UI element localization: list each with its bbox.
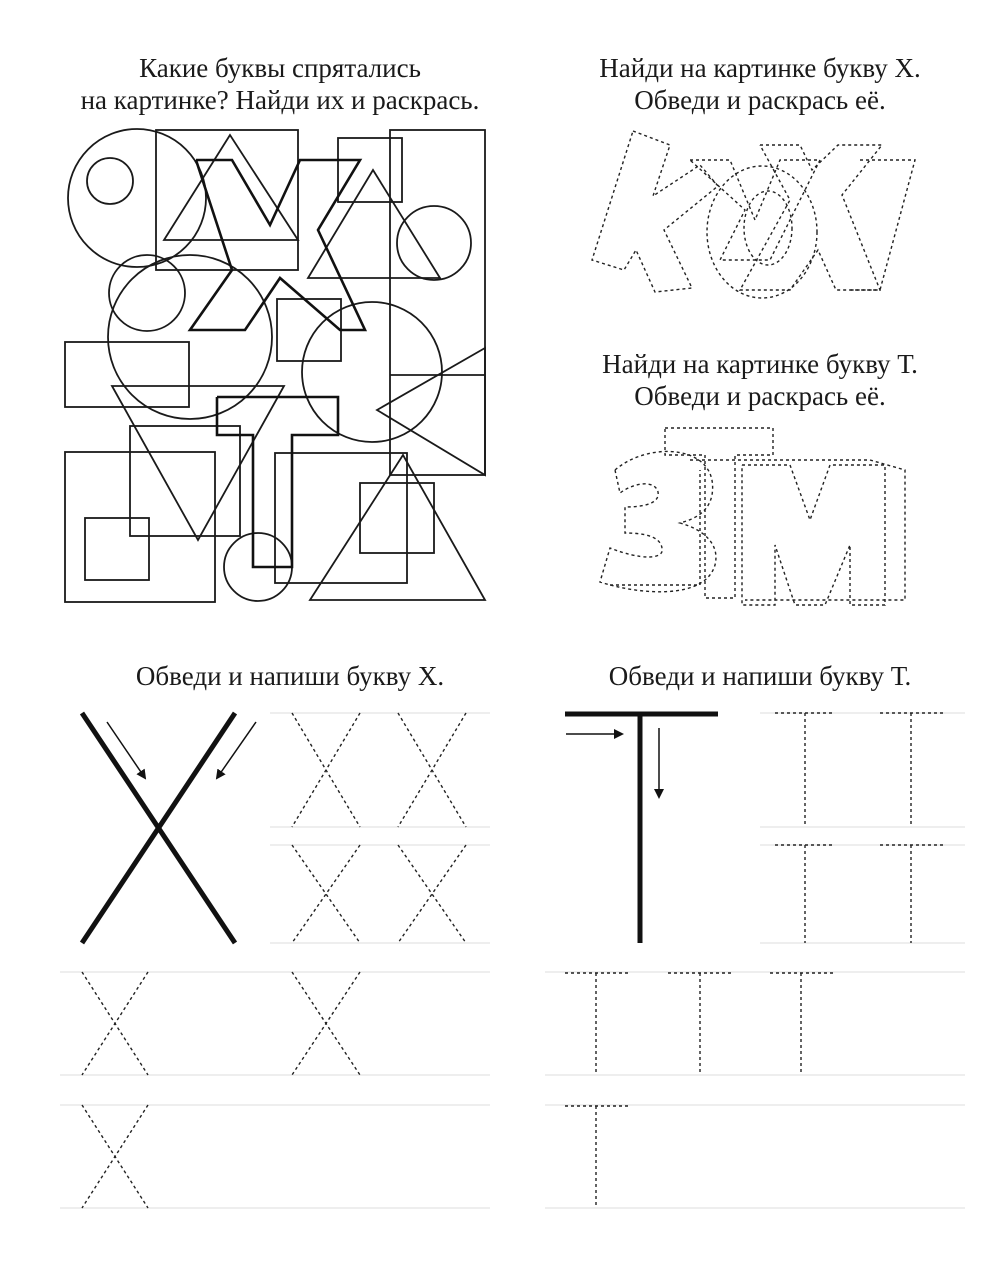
title-line: Обведи и раскрась её.	[634, 85, 886, 115]
arrow-icon	[107, 722, 256, 778]
hidden-letters-picture[interactable]	[65, 129, 485, 602]
title-line: Обведи и напиши букву Т.	[608, 661, 912, 691]
write-x-guidelines	[60, 713, 490, 1208]
title-line: Найди на картинке букву Т.	[602, 349, 918, 379]
title-line: Какие буквы спрятались	[139, 53, 421, 83]
arrow-icon	[566, 728, 659, 797]
title-line: Обведи и напиши букву Х.	[135, 661, 445, 691]
title-line: Найди на картинке букву Х.	[599, 53, 921, 83]
title-line: Обведи и раскрась её.	[634, 381, 886, 411]
title-line: на картинке? Найди их и раскрась.	[80, 85, 480, 115]
trace-letters-t[interactable]	[565, 713, 943, 1208]
write-t-guidelines	[545, 713, 965, 1208]
find-x-picture[interactable]	[592, 131, 915, 298]
sample-letter-x[interactable]	[82, 713, 235, 943]
trace-letters-x[interactable]	[82, 713, 466, 1208]
sample-letter-t[interactable]	[565, 714, 718, 943]
find-t-picture[interactable]	[600, 428, 905, 605]
